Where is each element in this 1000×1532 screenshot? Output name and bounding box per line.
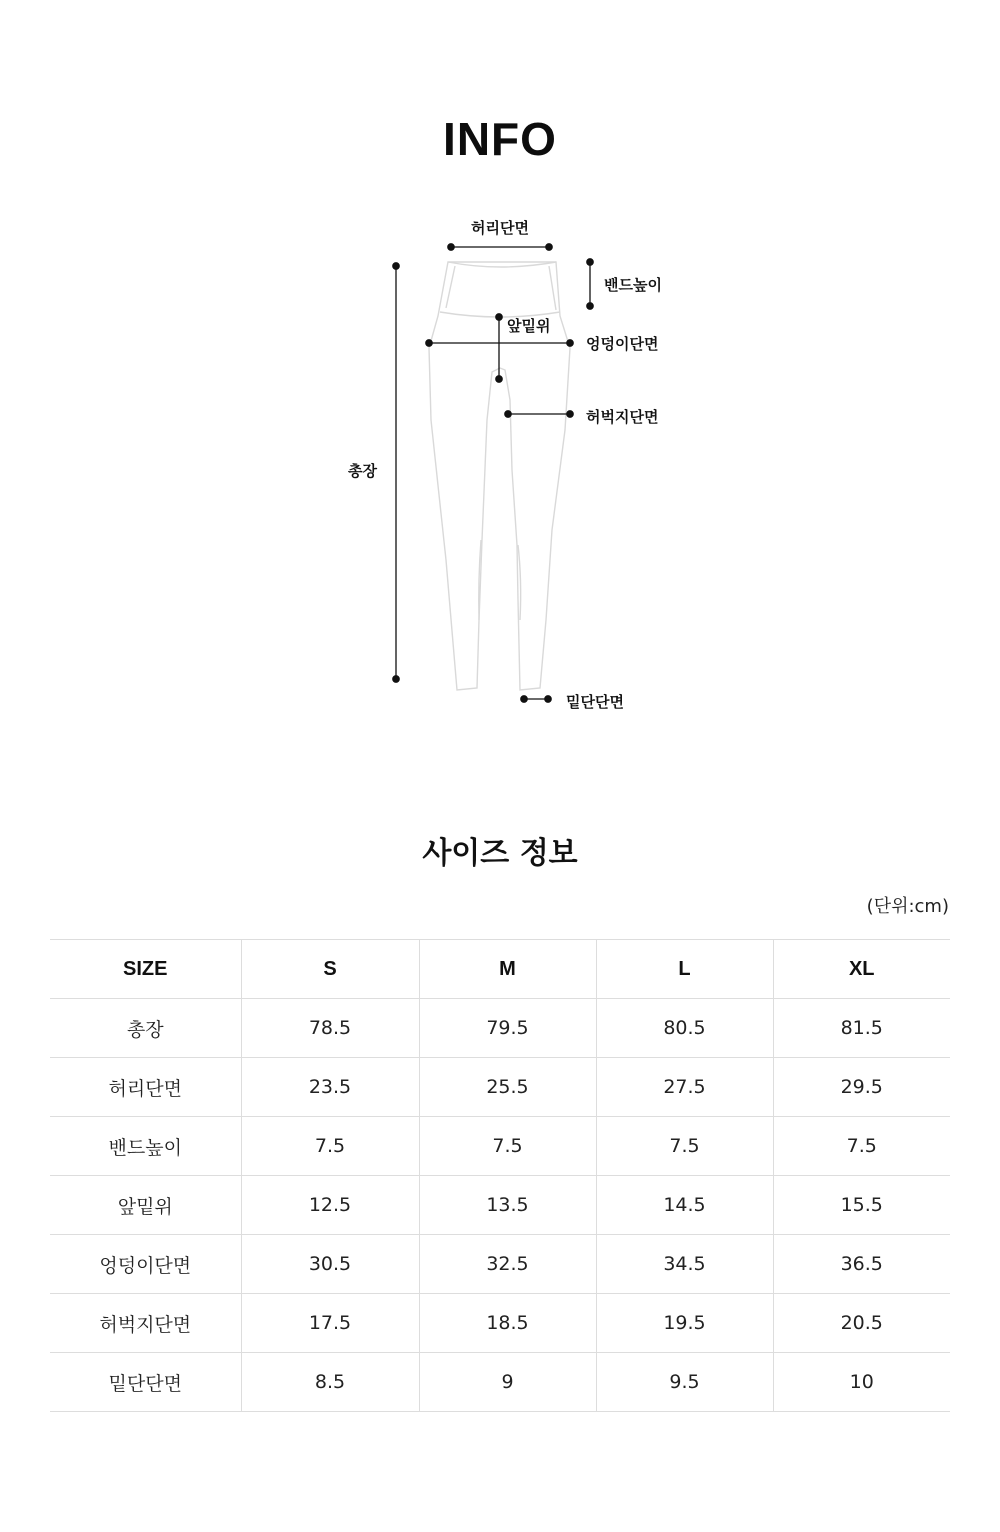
table-cell: 78.5 xyxy=(241,999,419,1058)
hem-marker-dot xyxy=(545,696,551,702)
row-label: 밴드높이 xyxy=(50,1117,241,1176)
rise-marker-dot xyxy=(496,314,502,320)
table-row xyxy=(50,1353,950,1412)
table-cell: 7.5 xyxy=(241,1117,419,1176)
waist-marker-dot xyxy=(546,244,552,250)
table-cell: 12.5 xyxy=(241,1176,419,1235)
row-label: 허리단면 xyxy=(50,1058,241,1117)
table-row xyxy=(50,1294,950,1353)
band-marker-dot xyxy=(587,303,593,309)
unit-note: (단위:cm) xyxy=(866,896,949,917)
table-row xyxy=(50,1117,950,1176)
table-cell: 8.5 xyxy=(241,1353,419,1412)
header-xl: XL xyxy=(773,940,950,999)
table-row xyxy=(50,1058,950,1117)
table-cell: 9 xyxy=(419,1353,596,1412)
leggings-measurement-diagram xyxy=(0,0,1000,760)
band-label: 밴드높이 xyxy=(604,276,662,294)
waist-marker-dot xyxy=(448,244,454,250)
header-l: L xyxy=(596,940,773,999)
table-header-row xyxy=(50,940,950,999)
row-label: 허벅지단면 xyxy=(50,1294,241,1353)
table-cell: 25.5 xyxy=(419,1058,596,1117)
row-label: 앞밑위 xyxy=(50,1176,241,1235)
hip-label: 엉덩이단면 xyxy=(586,335,659,353)
table-cell: 23.5 xyxy=(241,1058,419,1117)
rise-label: 앞밑위 xyxy=(507,317,551,335)
table-cell: 19.5 xyxy=(596,1294,773,1353)
table-cell: 7.5 xyxy=(419,1117,596,1176)
size-info-title: 사이즈 정보 xyxy=(422,836,578,871)
table-cell: 32.5 xyxy=(419,1235,596,1294)
hem-label: 밑단단면 xyxy=(566,693,624,711)
row-label: 총장 xyxy=(50,999,241,1058)
length-marker-dot xyxy=(393,263,399,269)
measure-lines xyxy=(393,244,593,702)
table-cell: 34.5 xyxy=(596,1235,773,1294)
table-row xyxy=(50,999,950,1058)
table-cell: 18.5 xyxy=(419,1294,596,1353)
thigh-label: 허벅지단면 xyxy=(586,408,659,426)
hem-marker-dot xyxy=(521,696,527,702)
band-marker-dot xyxy=(587,259,593,265)
table-cell: 27.5 xyxy=(596,1058,773,1117)
length-marker-dot xyxy=(393,676,399,682)
table-cell: 10 xyxy=(773,1353,950,1412)
table-row xyxy=(50,1176,950,1235)
header-m: M xyxy=(419,940,596,999)
table-cell: 7.5 xyxy=(773,1117,950,1176)
thigh-marker-dot xyxy=(505,411,511,417)
table-cell: 20.5 xyxy=(773,1294,950,1353)
table-cell: 30.5 xyxy=(241,1235,419,1294)
info-title: INFO xyxy=(443,113,557,165)
table-cell: 7.5 xyxy=(596,1117,773,1176)
hip-marker-dot xyxy=(426,340,432,346)
table-cell: 9.5 xyxy=(596,1353,773,1412)
header-s: S xyxy=(241,940,419,999)
table-cell: 80.5 xyxy=(596,999,773,1058)
table-cell: 81.5 xyxy=(773,999,950,1058)
table-cell: 14.5 xyxy=(596,1176,773,1235)
header-size: SIZE xyxy=(50,940,241,999)
size-table xyxy=(50,939,950,1412)
hip-marker-dot xyxy=(567,340,573,346)
table-row xyxy=(50,1235,950,1294)
table-cell: 13.5 xyxy=(419,1176,596,1235)
table-cell: 17.5 xyxy=(241,1294,419,1353)
table-cell: 29.5 xyxy=(773,1058,950,1117)
row-label: 엉덩이단면 xyxy=(50,1235,241,1294)
rise-marker-dot xyxy=(496,376,502,382)
waist-label: 허리단면 xyxy=(471,219,529,237)
thigh-marker-dot xyxy=(567,411,573,417)
table-cell: 36.5 xyxy=(773,1235,950,1294)
row-label: 밑단단면 xyxy=(50,1353,241,1412)
table-cell: 15.5 xyxy=(773,1176,950,1235)
table-cell: 79.5 xyxy=(419,999,596,1058)
length-label: 총장 xyxy=(348,462,377,480)
